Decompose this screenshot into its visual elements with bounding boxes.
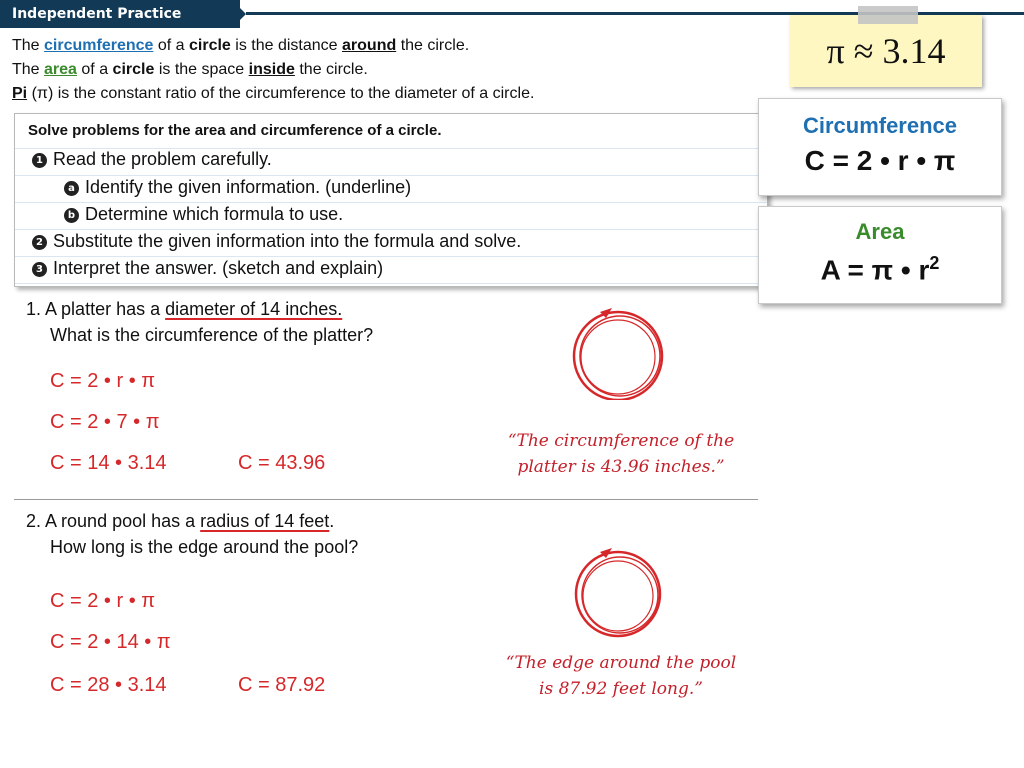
step-badge-icon: 2	[32, 235, 47, 250]
pi-approximation-note: π ≈ 3.14	[790, 15, 982, 87]
step-1b: b Determine which formula to use.	[64, 203, 343, 225]
work-line: C = 2 • r • π	[50, 370, 156, 392]
circumference-formula: C = 2 • r • π	[804, 145, 956, 176]
step-badge-icon: a	[64, 181, 79, 196]
circle-sketch-icon	[560, 300, 680, 400]
definition-pi: Pi (π) is the constant ratio of the circumference to the diameter of a circle.	[12, 85, 535, 102]
given-info: diameter of 14 inches.	[165, 299, 343, 319]
answer-1: “The circumference of the platter is 43.96 inches.”	[507, 431, 735, 477]
card-title: Circumference	[802, 113, 958, 138]
circle-sketch-icon	[560, 538, 680, 638]
keyword-pi: Pi	[12, 85, 28, 102]
problem-2-statement: 2. A round pool has a radius of 14 feet.	[26, 511, 335, 531]
section-tab: Independent Practice	[0, 0, 240, 28]
work-line: C = 2 • 14 • π	[50, 631, 171, 653]
work-line: C = 2 • 7 • π	[50, 411, 160, 433]
definition-circumference: The circumference of a circle is the distance around the circle.	[12, 37, 470, 54]
step-1a: a Identify the given information. (underline)	[64, 176, 411, 198]
circumference-formula-card	[758, 98, 1002, 196]
problem-divider	[14, 499, 758, 500]
card-title: Area	[855, 219, 905, 244]
work-result: C = 43.96	[238, 452, 326, 474]
work-line: C = 28 • 3.14	[50, 674, 167, 696]
steps-title: Solve problems for the area and circumference of a circle.	[28, 122, 442, 139]
tape-decoration	[858, 6, 918, 24]
given-info: radius of 14 feet	[200, 511, 330, 531]
problem-1-question: What is the circumference of the platter?	[50, 325, 374, 345]
step-badge-icon: b	[64, 208, 79, 223]
area-formula: A = π • $r^2$	[820, 253, 940, 286]
step-badge-icon: 3	[32, 262, 47, 277]
work-line: C = 2 • r • π	[50, 590, 156, 612]
problem-2-question: How long is the edge around the pool?	[50, 537, 359, 557]
problem-1-statement: 1. A platter has a diameter of 14 inches.	[26, 299, 343, 319]
work-line: C = 14 • 3.14	[50, 452, 167, 474]
work-result: C = 87.92	[238, 674, 326, 696]
definition-area: The area of a circle is the space inside the circle.	[12, 61, 368, 78]
step-2: 2 Substitute the given information into the formula and solve.	[32, 230, 521, 252]
answer-2: “The edge around the pool is 87.92 feet long.”	[505, 653, 737, 699]
step-1: 1 Read the problem carefully.	[32, 148, 272, 170]
keyword-circumference: circumference	[44, 37, 154, 54]
section-tab-arrow	[232, 0, 246, 28]
step-3: 3 Interpret the answer. (sketch and explain)	[32, 257, 383, 279]
area-formula-card	[758, 206, 1002, 304]
step-badge-icon: 1	[32, 153, 47, 168]
keyword-area: area	[44, 61, 77, 78]
